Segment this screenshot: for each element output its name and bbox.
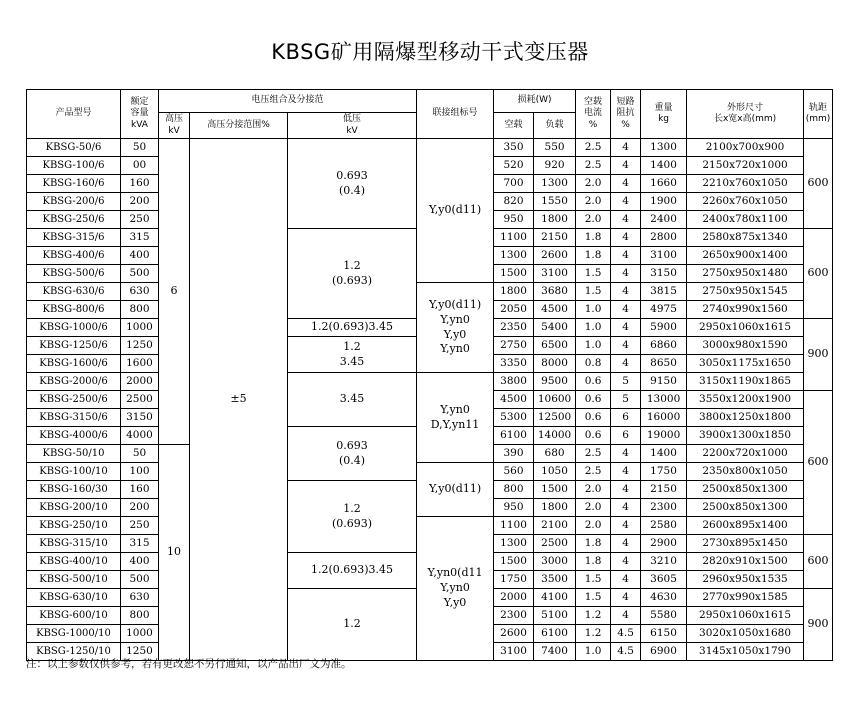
cell-impedance: 5 [611,373,641,391]
cell-noload-current: 1.2 [576,607,611,625]
cell-weight: 1400 [641,445,687,463]
cell-model: KBSG-630/6 [27,283,121,301]
cell-noload-current: 1.5 [576,283,611,301]
cell-load-loss: 680 [534,445,576,463]
cell-dimensions: 2580x875x1340 [687,229,804,247]
cell-dimensions: 3145x1050x1790 [687,643,804,661]
cell-dimensions: 2960x950x1535 [687,571,804,589]
cell-hv: 10 [159,445,190,661]
cell-capacity: 200 [121,499,159,517]
cell-noload-loss: 1750 [494,571,534,589]
header-loss-group: 损耗(W) [494,90,576,113]
cell-load-loss: 4100 [534,589,576,607]
cell-noload-loss: 950 [494,211,534,229]
cell-weight: 6900 [641,643,687,661]
header-voltage-group: 电压组合及分接范 [159,90,417,113]
cell-load-loss: 3000 [534,553,576,571]
cell-capacity: 315 [121,535,159,553]
cell-impedance: 4 [611,229,641,247]
cell-model: KBSG-1000/6 [27,319,121,337]
cell-conn [417,517,494,661]
cell-noload-current: 2.0 [576,211,611,229]
cell-noload-loss: 3100 [494,643,534,661]
header-noload-current: 空载 电流 % [576,90,611,139]
cell-noload-loss: 350 [494,139,534,157]
cell-impedance: 4 [611,571,641,589]
cell-noload-loss: 2050 [494,301,534,319]
cell-noload-current: 1.0 [576,337,611,355]
cell-load-loss: 2150 [534,229,576,247]
cell-model: KBSG-160/6 [27,175,121,193]
cell-model: KBSG-630/10 [27,589,121,607]
cell-noload-current: 1.8 [576,229,611,247]
cell-dimensions: 2740x990x1560 [687,301,804,319]
cell-weight: 8650 [641,355,687,373]
table-row [27,139,833,157]
cell-capacity: 160 [121,175,159,193]
cell-dimensions: 2950x1060x1615 [687,319,804,337]
cell-model: KBSG-315/10 [27,535,121,553]
cell-impedance: 4 [611,445,641,463]
header-capacity: 额定 容量 kVA [121,90,159,139]
cell-weight: 3210 [641,553,687,571]
cell-capacity: 50 [121,139,159,157]
cell-capacity: 800 [121,607,159,625]
cell-load-loss: 2600 [534,247,576,265]
cell-noload-loss: 1300 [494,535,534,553]
cell-impedance: 4 [611,247,641,265]
cell-lv-line: 1.2 [343,501,361,515]
cell-model: KBSG-800/6 [27,301,121,319]
cell-load-loss: 5100 [534,607,576,625]
cell-load-loss: 6500 [534,337,576,355]
cell-impedance: 4 [611,175,641,193]
cell-weight: 3150 [641,265,687,283]
cell-impedance: 4 [611,607,641,625]
cell-load-loss: 7400 [534,643,576,661]
cell-lv [288,229,417,319]
cell-weight: 6150 [641,625,687,643]
cell-conn-line: Y,yn0(d11 [427,566,483,580]
cell-noload-current: 0.6 [576,373,611,391]
cell-capacity: 1250 [121,337,159,355]
cell-weight: 3100 [641,247,687,265]
cell-noload-loss: 820 [494,193,534,211]
cell-conn-line: Y,yn0 [440,312,470,326]
table-row [27,283,833,301]
cell-load-loss: 9500 [534,373,576,391]
cell-capacity: 1000 [121,625,159,643]
cell-model: KBSG-250/10 [27,517,121,535]
cell-conn [417,373,494,463]
cell-dimensions: 2600x895x1400 [687,517,804,535]
cell-noload-loss: 6100 [494,427,534,445]
cell-capacity: 800 [121,301,159,319]
cell-model: KBSG-600/10 [27,607,121,625]
cell-noload-loss: 5300 [494,409,534,427]
cell-model: KBSG-50/10 [27,445,121,463]
cell-noload-loss: 1800 [494,283,534,301]
cell-capacity: 1600 [121,355,159,373]
cell-noload-current: 0.8 [576,355,611,373]
cell-noload-loss: 2600 [494,625,534,643]
header-lv: 低压 kV [288,113,417,139]
cell-load-loss: 8000 [534,355,576,373]
cell-lv-line: 1.2 [343,258,361,272]
cell-noload-current: 0.6 [576,391,611,409]
cell-weight: 2300 [641,499,687,517]
header-dimensions: 外形尺寸 长x宽x高(mm) [687,90,804,139]
cell-weight: 3815 [641,283,687,301]
cell-impedance: 4.5 [611,643,641,661]
cell-load-loss: 1550 [534,193,576,211]
cell-dimensions: 3050x1175x1650 [687,355,804,373]
cell-dimensions: 2350x800x1050 [687,463,804,481]
cell-dimensions: 2100x700x900 [687,139,804,157]
cell-capacity: 630 [121,589,159,607]
cell-lv [288,139,417,229]
cell-model: KBSG-200/6 [27,193,121,211]
cell-capacity: 3150 [121,409,159,427]
cell-noload-loss: 520 [494,157,534,175]
cell-lv-line: 0.693 [336,168,368,182]
cell-weight: 1750 [641,463,687,481]
cell-weight: 1400 [641,157,687,175]
cell-dimensions: 2730x895x1450 [687,535,804,553]
cell-conn-line: Y,yn0 [440,342,470,356]
cell-noload-current: 0.6 [576,409,611,427]
cell-capacity: 500 [121,571,159,589]
cell-noload-current: 1.2 [576,625,611,643]
cell-gauge: 600 [804,535,833,589]
cell-model: KBSG-2500/6 [27,391,121,409]
cell-dimensions: 2820x910x1500 [687,553,804,571]
cell-weight: 16000 [641,409,687,427]
cell-weight: 13000 [641,391,687,409]
cell-load-loss: 5400 [534,319,576,337]
cell-impedance: 4 [611,589,641,607]
cell-lv-line: 1.2 [343,339,361,353]
cell-noload-loss: 4500 [494,391,534,409]
header-connection: 联接组标号 [417,90,494,139]
cell-dimensions: 2750x950x1480 [687,265,804,283]
cell-load-loss: 4500 [534,301,576,319]
cell-dimensions: 2650x900x1400 [687,247,804,265]
header-weight: 重量 kg [641,90,687,139]
cell-gauge: 600 [804,229,833,319]
cell-hv: 6 [159,139,190,445]
cell-dimensions: 2150x720x1000 [687,157,804,175]
cell-load-loss: 12500 [534,409,576,427]
cell-model: KBSG-400/6 [27,247,121,265]
cell-impedance: 4 [611,535,641,553]
cell-lv [288,427,417,481]
table-row [27,463,833,481]
cell-dimensions: 2950x1060x1615 [687,607,804,625]
cell-lv-line: (0.4) [338,183,366,197]
cell-conn-line: D,Y,yn11 [430,417,480,431]
cell-load-loss: 1050 [534,463,576,481]
cell-impedance: 4 [611,463,641,481]
cell-capacity: 630 [121,283,159,301]
cell-model: KBSG-4000/6 [27,427,121,445]
cell-model: KBSG-1250/10 [27,643,121,661]
cell-capacity: 160 [121,481,159,499]
cell-lv: 3.45 [288,373,417,427]
cell-model: KBSG-315/6 [27,229,121,247]
cell-weight: 19000 [641,427,687,445]
cell-noload-current: 1.8 [576,247,611,265]
cell-dimensions: 2400x780x1100 [687,211,804,229]
cell-capacity: 50 [121,445,159,463]
cell-capacity: 250 [121,211,159,229]
cell-capacity: 400 [121,247,159,265]
cell-noload-current: 1.8 [576,535,611,553]
cell-model: KBSG-250/6 [27,211,121,229]
cell-dimensions: 2260x760x1050 [687,193,804,211]
cell-impedance: 4 [611,193,641,211]
cell-gauge: 900 [804,589,833,661]
cell-conn-line: Y,y0(d11) [428,297,482,311]
cell-noload-current: 2.0 [576,193,611,211]
cell-noload-current: 2.0 [576,481,611,499]
cell-model: KBSG-1250/6 [27,337,121,355]
cell-dimensions: 3020x1050x1680 [687,625,804,643]
cell-impedance: 4 [611,283,641,301]
cell-capacity: 315 [121,229,159,247]
cell-capacity: 1000 [121,319,159,337]
cell-weight: 1900 [641,193,687,211]
cell-model: KBSG-3150/6 [27,409,121,427]
cell-model: KBSG-200/10 [27,499,121,517]
cell-model: KBSG-1000/10 [27,625,121,643]
cell-noload-current: 2.5 [576,463,611,481]
cell-weight: 2800 [641,229,687,247]
cell-weight: 2150 [641,481,687,499]
cell-noload-current: 1.5 [576,571,611,589]
cell-impedance: 4.5 [611,625,641,643]
cell-noload-current: 1.5 [576,265,611,283]
cell-impedance: 6 [611,427,641,445]
cell-lv: 1.2(0.693)3.45 [288,319,417,337]
cell-lv [288,481,417,553]
cell-noload-loss: 800 [494,481,534,499]
cell-noload-current: 2.5 [576,139,611,157]
cell-weight: 1660 [641,175,687,193]
cell-impedance: 5 [611,391,641,409]
cell-noload-current: 2.0 [576,175,611,193]
cell-model: KBSG-400/10 [27,553,121,571]
page-title: KBSG矿用隔爆型移动干式变压器 [271,40,589,64]
spec-table [26,89,833,661]
header-gauge: 轨距 (mm) [804,90,833,139]
cell-capacity: 4000 [121,427,159,445]
cell-noload-current: 0.6 [576,427,611,445]
cell-weight: 4975 [641,301,687,319]
cell-impedance: 4 [611,517,641,535]
cell-impedance: 4 [611,157,641,175]
cell-impedance: 4 [611,319,641,337]
cell-capacity: 2500 [121,391,159,409]
cell-noload-loss: 560 [494,463,534,481]
cell-noload-loss: 1500 [494,553,534,571]
cell-load-loss: 920 [534,157,576,175]
cell-load-loss: 2500 [534,535,576,553]
cell-noload-loss: 2750 [494,337,534,355]
cell-gauge: 600 [804,391,833,535]
cell-capacity: 1250 [121,643,159,661]
cell-noload-loss: 2000 [494,589,534,607]
cell-lv-line: 3.45 [339,354,365,368]
cell-noload-current: 1.0 [576,319,611,337]
cell-impedance: 4 [611,355,641,373]
cell-dimensions: 2210x760x1050 [687,175,804,193]
cell-weight: 1300 [641,139,687,157]
cell-model: KBSG-50/6 [27,139,121,157]
cell-model: KBSG-1600/6 [27,355,121,373]
cell-load-loss: 3680 [534,283,576,301]
header-model: 产品型号 [27,90,121,139]
cell-dimensions: 2770x990x1585 [687,589,804,607]
cell-impedance: 4 [611,301,641,319]
cell-noload-current: 2.0 [576,499,611,517]
cell-gauge: 900 [804,319,833,391]
cell-lv-line: (0.4) [338,453,366,467]
cell-weight: 4630 [641,589,687,607]
cell-noload-loss: 1100 [494,517,534,535]
cell-noload-current: 2.5 [576,445,611,463]
cell-noload-current: 1.5 [576,589,611,607]
cell-weight: 6860 [641,337,687,355]
cell-noload-loss: 2350 [494,319,534,337]
cell-load-loss: 2100 [534,517,576,535]
cell-dimensions: 3150x1190x1865 [687,373,804,391]
cell-conn: Y,y0(d11) [417,463,494,517]
cell-load-loss: 550 [534,139,576,157]
cell-impedance: 4 [611,265,641,283]
cell-capacity: 500 [121,265,159,283]
cell-weight: 9150 [641,373,687,391]
cell-dimensions: 2500x850x1300 [687,481,804,499]
cell-model: KBSG-100/6 [27,157,121,175]
footnote: 注：以上参数仅供参考，若有更改恕不另行通知，以产品出厂文为准。 [26,658,352,670]
cell-capacity: 00 [121,157,159,175]
cell-weight: 3605 [641,571,687,589]
cell-lv-line: (0.693) [331,273,373,287]
cell-weight: 2900 [641,535,687,553]
cell-load-loss: 6100 [534,625,576,643]
cell-impedance: 4 [611,337,641,355]
cell-capacity: 250 [121,517,159,535]
cell-model: KBSG-100/10 [27,463,121,481]
cell-noload-current: 1.8 [576,553,611,571]
cell-load-loss: 1500 [534,481,576,499]
cell-load-loss: 10600 [534,391,576,409]
table-row [27,373,833,391]
cell-dimensions: 3000x980x1590 [687,337,804,355]
cell-dimensions: 3900x1300x1850 [687,427,804,445]
cell-noload-loss: 1500 [494,265,534,283]
cell-impedance: 4 [611,481,641,499]
header-hv: 高压 kV [159,113,190,139]
header-load-loss: 负载 [534,113,576,139]
cell-noload-loss: 1300 [494,247,534,265]
cell-noload-loss: 2300 [494,607,534,625]
cell-conn-line: Y,yn0 [440,581,470,595]
cell-load-loss: 3500 [534,571,576,589]
cell-capacity: 100 [121,463,159,481]
cell-lv: 1.2(0.693)3.45 [288,553,417,589]
header-tap-range: 高压分接范围% [190,113,288,139]
cell-dimensions: 2750x950x1545 [687,283,804,301]
cell-noload-loss: 700 [494,175,534,193]
cell-conn-line: Y,y0 [443,595,467,609]
cell-weight: 5900 [641,319,687,337]
cell-dimensions: 2500x850x1300 [687,499,804,517]
cell-dimensions: 3800x1250x1800 [687,409,804,427]
cell-conn: Y,y0(d11) [417,139,494,283]
cell-load-loss: 1800 [534,499,576,517]
cell-noload-loss: 390 [494,445,534,463]
cell-impedance: 4 [611,553,641,571]
cell-capacity: 200 [121,193,159,211]
cell-load-loss: 1800 [534,211,576,229]
cell-dimensions: 3550x1200x1900 [687,391,804,409]
cell-impedance: 6 [611,409,641,427]
cell-noload-loss: 3800 [494,373,534,391]
cell-noload-current: 2.5 [576,157,611,175]
cell-conn-line: Y,y0 [443,327,467,341]
table-row [27,517,833,535]
header-noload-loss: 空载 [494,113,534,139]
cell-model: KBSG-2000/6 [27,373,121,391]
cell-lv-line: (0.693) [331,516,373,530]
cell-model: KBSG-160/30 [27,481,121,499]
cell-noload-loss: 1100 [494,229,534,247]
cell-weight: 5580 [641,607,687,625]
cell-conn [417,283,494,373]
cell-lv-line: 0.693 [336,438,368,452]
cell-impedance: 4 [611,139,641,157]
cell-load-loss: 1300 [534,175,576,193]
cell-weight: 2580 [641,517,687,535]
cell-noload-current: 1.0 [576,301,611,319]
cell-noload-current: 1.0 [576,643,611,661]
cell-dimensions: 2200x720x1000 [687,445,804,463]
table-body [27,139,833,661]
cell-conn-line: Y,yn0 [440,402,470,416]
cell-impedance: 4 [611,211,641,229]
cell-model: KBSG-500/10 [27,571,121,589]
cell-impedance: 4 [611,499,641,517]
cell-load-loss: 3100 [534,265,576,283]
cell-lv: 1.2 [288,589,417,661]
cell-capacity: 2000 [121,373,159,391]
cell-model: KBSG-500/6 [27,265,121,283]
cell-weight: 2400 [641,211,687,229]
header-impedance: 短路 阻抗 % [611,90,641,139]
cell-capacity: 400 [121,553,159,571]
cell-load-loss: 14000 [534,427,576,445]
cell-noload-loss: 3350 [494,355,534,373]
cell-noload-current: 2.0 [576,517,611,535]
cell-noload-loss: 950 [494,499,534,517]
cell-gauge: 600 [804,139,833,229]
cell-lv [288,337,417,373]
cell-tap: ±5 [190,139,288,661]
